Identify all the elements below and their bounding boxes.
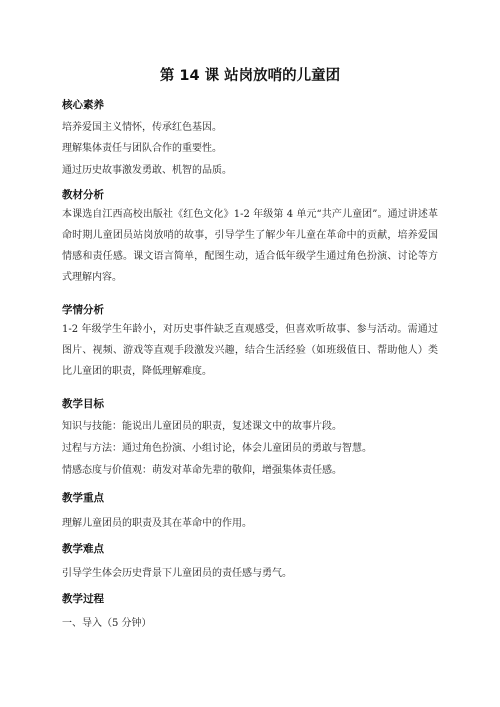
- heading-material-analysis: 教材分析: [62, 189, 104, 201]
- core-line-3: 通过历史故事激发勇敢、机智的品质。: [62, 165, 232, 176]
- teaching-key-text: 理解儿童团员的职责及其在革命中的作用。: [62, 518, 252, 529]
- core-line-2: 理解集体责任与团队合作的重要性。: [62, 143, 222, 154]
- student-analysis-text: 1-2 年级学生年龄小，对历史事件缺乏直观感受，但喜欢听故事、参与活动。需通过图片、视频、游戏等直观手段激发兴趣，结合生活经验（如班级值日、帮助他人）类比儿童团的职责，降低理解难度。: [62, 324, 438, 377]
- heading-teaching-process: 教学过程: [62, 593, 104, 605]
- core-line-1: 培养爱国主义情怀，传承红色基因。: [62, 122, 222, 133]
- teaching-process-step-1: 一、导入（5 分钟）: [62, 618, 152, 629]
- heading-teaching-goals: 教学目标: [62, 398, 104, 410]
- document-title: 第 14 课 站岗放哨的儿童团: [159, 68, 341, 84]
- goal-line-2: 过程与方法：通过角色扮演、小组讨论，体会儿童团员的勇敢与智慧。: [62, 443, 372, 454]
- heading-teaching-key: 教学重点: [62, 492, 104, 504]
- teaching-difficulty-text: 引导学生体会历史背景下儿童团员的责任感与勇气。: [62, 568, 292, 579]
- material-analysis-text: 本课选自江西高校出版社《红色文化》1-2 年级第 4 单元“共产儿童团”。通过讲述革命时期儿童团员站岗放哨的故事，引导学生了解少年儿童在革命中的贡献，培养爱国情感和责任感。课文语言简单，配图生动，适合低年级学生通过角色扮演、讨论等方式理解内容。: [62, 209, 438, 283]
- heading-teaching-difficulty: 教学难点: [62, 543, 104, 555]
- heading-core-literacy: 核心素养: [62, 99, 104, 111]
- heading-student-analysis: 学情分析: [62, 304, 104, 316]
- goal-line-3: 情感态度与价值观：萌发对革命先辈的敬仰，增强集体责任感。: [62, 465, 342, 476]
- goal-line-1: 知识与技能：能说出儿童团员的职责，复述课文中的故事片段。: [62, 421, 342, 432]
